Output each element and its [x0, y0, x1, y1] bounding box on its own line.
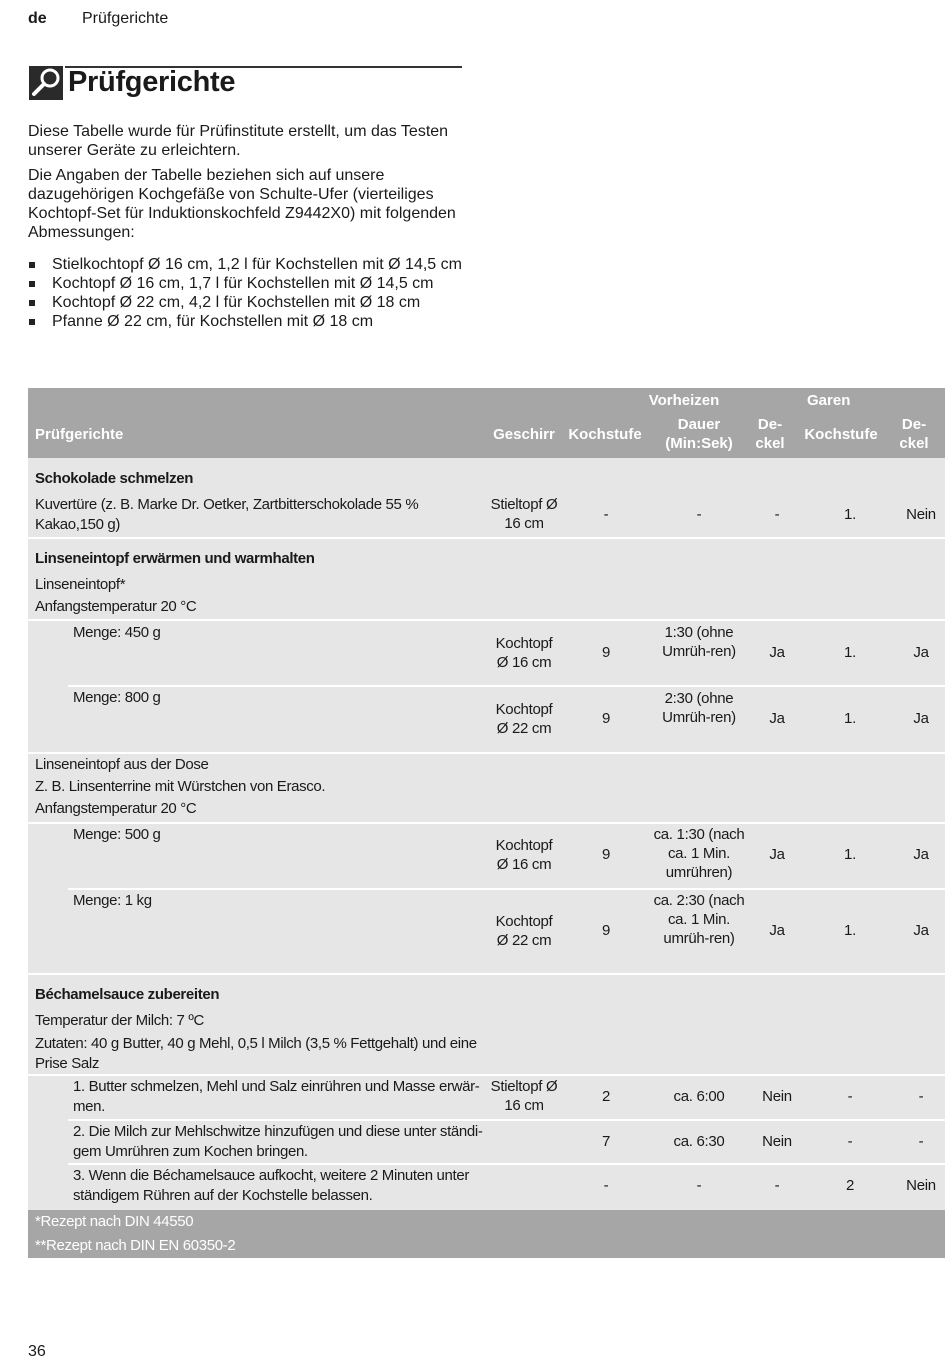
row-divider [28, 822, 945, 824]
row-description: Linseneintopf aus der Dose [35, 756, 209, 773]
list-item: Pfanne Ø 22 cm, für Kochstellen mit Ø 18 cm [28, 312, 488, 331]
running-title: Prüfgerichte [82, 10, 169, 27]
row-amount: Menge: 500 g [73, 826, 161, 843]
cell-kochstufe: 7 [601, 1133, 611, 1150]
header-geschirr: Geschirr [493, 426, 555, 443]
cell-garen-kochstufe: - [847, 1133, 853, 1150]
cell-kochstufe: 9 [601, 710, 611, 727]
row-divider [28, 619, 945, 621]
row-divider [28, 1074, 945, 1076]
row-divider [28, 752, 945, 754]
cell-deckel: Ja [769, 644, 785, 661]
cookware-list [28, 255, 488, 331]
page-number: 36 [28, 1343, 46, 1360]
cell-garen-kochstufe: - [847, 1088, 853, 1105]
cell-kochstufe: 9 [601, 922, 611, 939]
cell-kochstufe: - [603, 1177, 609, 1194]
cell-garen-kochstufe: 1. [844, 846, 856, 863]
row-amount: Menge: 1 kg [73, 892, 152, 909]
row-description: Anfangstemperatur 20 °C [35, 598, 197, 615]
table-footnotes [28, 1210, 945, 1258]
header-vorheizen: Vorheizen [648, 392, 720, 409]
page-title: Prüfgerichte [68, 66, 236, 98]
language-code: de [28, 10, 47, 27]
row-description: Linseneintopf* [35, 576, 126, 593]
section-title-bechamel: Béchamelsauce zubereiten [35, 986, 220, 1003]
row-amount: Menge: 800 g [73, 689, 161, 706]
list-item: Stielkochtopf Ø 16 cm, 1,2 l für Kochstellen mit Ø 14,5 cm [28, 255, 488, 274]
cell-deckel: Ja [769, 710, 785, 727]
cell-dauer: ca. 1:30 (nach ca. 1 Min. umrühren) [653, 826, 745, 881]
cell-garen-deckel: Nein [906, 1177, 936, 1194]
cell-dauer: ca. 2:30 (nach ca. 1 Min. umrüh-ren) [653, 892, 745, 947]
footnote: *Rezept nach DIN 44550 [35, 1213, 194, 1230]
row-divider [68, 685, 945, 687]
cell-garen-kochstufe: 1. [844, 710, 856, 727]
row-amount: Menge: 450 g [73, 624, 161, 641]
cell-garen-kochstufe: 2 [845, 1177, 855, 1194]
cell-garen-kochstufe: 1. [844, 644, 856, 661]
row-description: Z. B. Linsenterrine mit Würstchen von Erasco. [35, 778, 326, 795]
cell-kochstufe: 9 [601, 644, 611, 661]
row-divider [68, 1119, 945, 1121]
cell-dauer: - [696, 506, 702, 523]
row-description: Temperatur der Milch: 7 ºC [35, 1012, 204, 1029]
row-step: 1. Butter schmelzen, Mehl und Salz einrühren und Masse erwär-men. [73, 1078, 480, 1115]
cell-deckel: - [774, 1177, 780, 1194]
cell-deckel: Nein [762, 1088, 792, 1105]
cell-dauer: 2:30 (ohne Umrüh-ren) [662, 690, 736, 726]
cell-garen-deckel: - [918, 1088, 924, 1105]
header-deckel: De-ckel [755, 416, 785, 452]
header-pruefgerichte: Prüfgerichte [35, 426, 124, 443]
row-description: Anfangstemperatur 20 °C [35, 800, 197, 817]
cell-dauer: - [696, 1177, 702, 1194]
row-divider [28, 973, 945, 975]
cell-geschirr: Stieltopf Ø 16 cm [490, 1078, 558, 1114]
cell-kochstufe: - [603, 506, 609, 523]
test-dishes-table [28, 388, 945, 1258]
test-dishes-icon [29, 66, 63, 100]
cell-geschirr: Kochtopf Ø 22 cm [495, 913, 553, 949]
header-dauer: Dauer (Min:Sek) [665, 416, 733, 452]
cell-deckel: - [774, 506, 780, 523]
cell-geschirr: Kochtopf Ø 22 cm [495, 701, 553, 737]
intro-paragraph-1: Diese Tabelle wurde für Prüfinstitute erstellt, um das Testen unserer Geräte zu erleichtern. [28, 123, 449, 159]
cell-dauer: ca. 6:00 [673, 1088, 725, 1105]
cell-garen-deckel: Ja [913, 710, 929, 727]
cell-geschirr: Stieltopf Ø 16 cm [490, 496, 558, 532]
row-description: Kuvertüre (z. B. Marke Dr. Oetker, Zartbitterschokolade 55 % Kakao,150 g) [35, 496, 419, 533]
header-kochstufe-garen: Kochstufe [804, 426, 878, 443]
cell-deckel: Ja [769, 922, 785, 939]
section-title-lentil: Linseneintopf erwärmen und warmhalten [35, 550, 315, 567]
cell-geschirr: Kochtopf Ø 16 cm [495, 635, 553, 671]
list-item: Kochtopf Ø 16 cm, 1,7 l für Kochstellen mit Ø 14,5 cm [28, 274, 488, 293]
row-step: 2. Die Milch zur Mehlschwitze hinzufügen und diese unter ständi-gem Umrühren zum Kochen bringen. [73, 1123, 483, 1160]
cell-deckel: Nein [762, 1133, 792, 1150]
cell-garen-deckel: Ja [913, 846, 929, 863]
cell-deckel: Ja [769, 846, 785, 863]
header-deckel-garen: De-ckel [899, 416, 929, 452]
cell-garen-deckel: Ja [913, 644, 929, 661]
row-divider [28, 537, 945, 539]
cell-garen-kochstufe: 1. [844, 922, 856, 939]
header-kochstufe: Kochstufe [568, 426, 642, 443]
cell-garen-deckel: - [918, 1133, 924, 1150]
section-title-chocolate: Schokolade schmelzen [35, 470, 194, 487]
cell-dauer: ca. 6:30 [673, 1133, 725, 1150]
cell-kochstufe: 2 [601, 1088, 611, 1105]
table-header [28, 388, 945, 458]
row-description: Zutaten: 40 g Butter, 40 g Mehl, 0,5 l Milch (3,5 % Fettgehalt) und eine Prise Salz [35, 1035, 477, 1072]
cell-dauer: 1:30 (ohne Umrüh-ren) [662, 624, 736, 660]
cell-kochstufe: 9 [601, 846, 611, 863]
cell-geschirr: Kochtopf Ø 16 cm [495, 837, 553, 873]
cell-garen-deckel: Ja [913, 922, 929, 939]
row-divider [68, 888, 945, 890]
list-item: Kochtopf Ø 22 cm, 4,2 l für Kochstellen mit Ø 18 cm [28, 293, 488, 312]
footnote: **Rezept nach DIN EN 60350-2 [35, 1237, 236, 1254]
cell-garen-deckel: Nein [906, 506, 936, 523]
header-garen: Garen [807, 392, 851, 409]
row-divider [68, 1163, 945, 1165]
intro-paragraph-2: Die Angaben der Tabelle beziehen sich auf unsere dazugehörigen Kochgefäße von Schulte-Ufer (vierteiliges Kochtopf-Set für Induktionskochfeld Z9442X0) mit folgenden Abmessungen: [28, 167, 456, 241]
row-step: 3. Wenn die Béchamelsauce aufkocht, weitere 2 Minuten unter ständigem Rühren auf der Kochstelle belassen. [73, 1167, 469, 1204]
cell-garen-kochstufe: 1. [844, 506, 856, 523]
